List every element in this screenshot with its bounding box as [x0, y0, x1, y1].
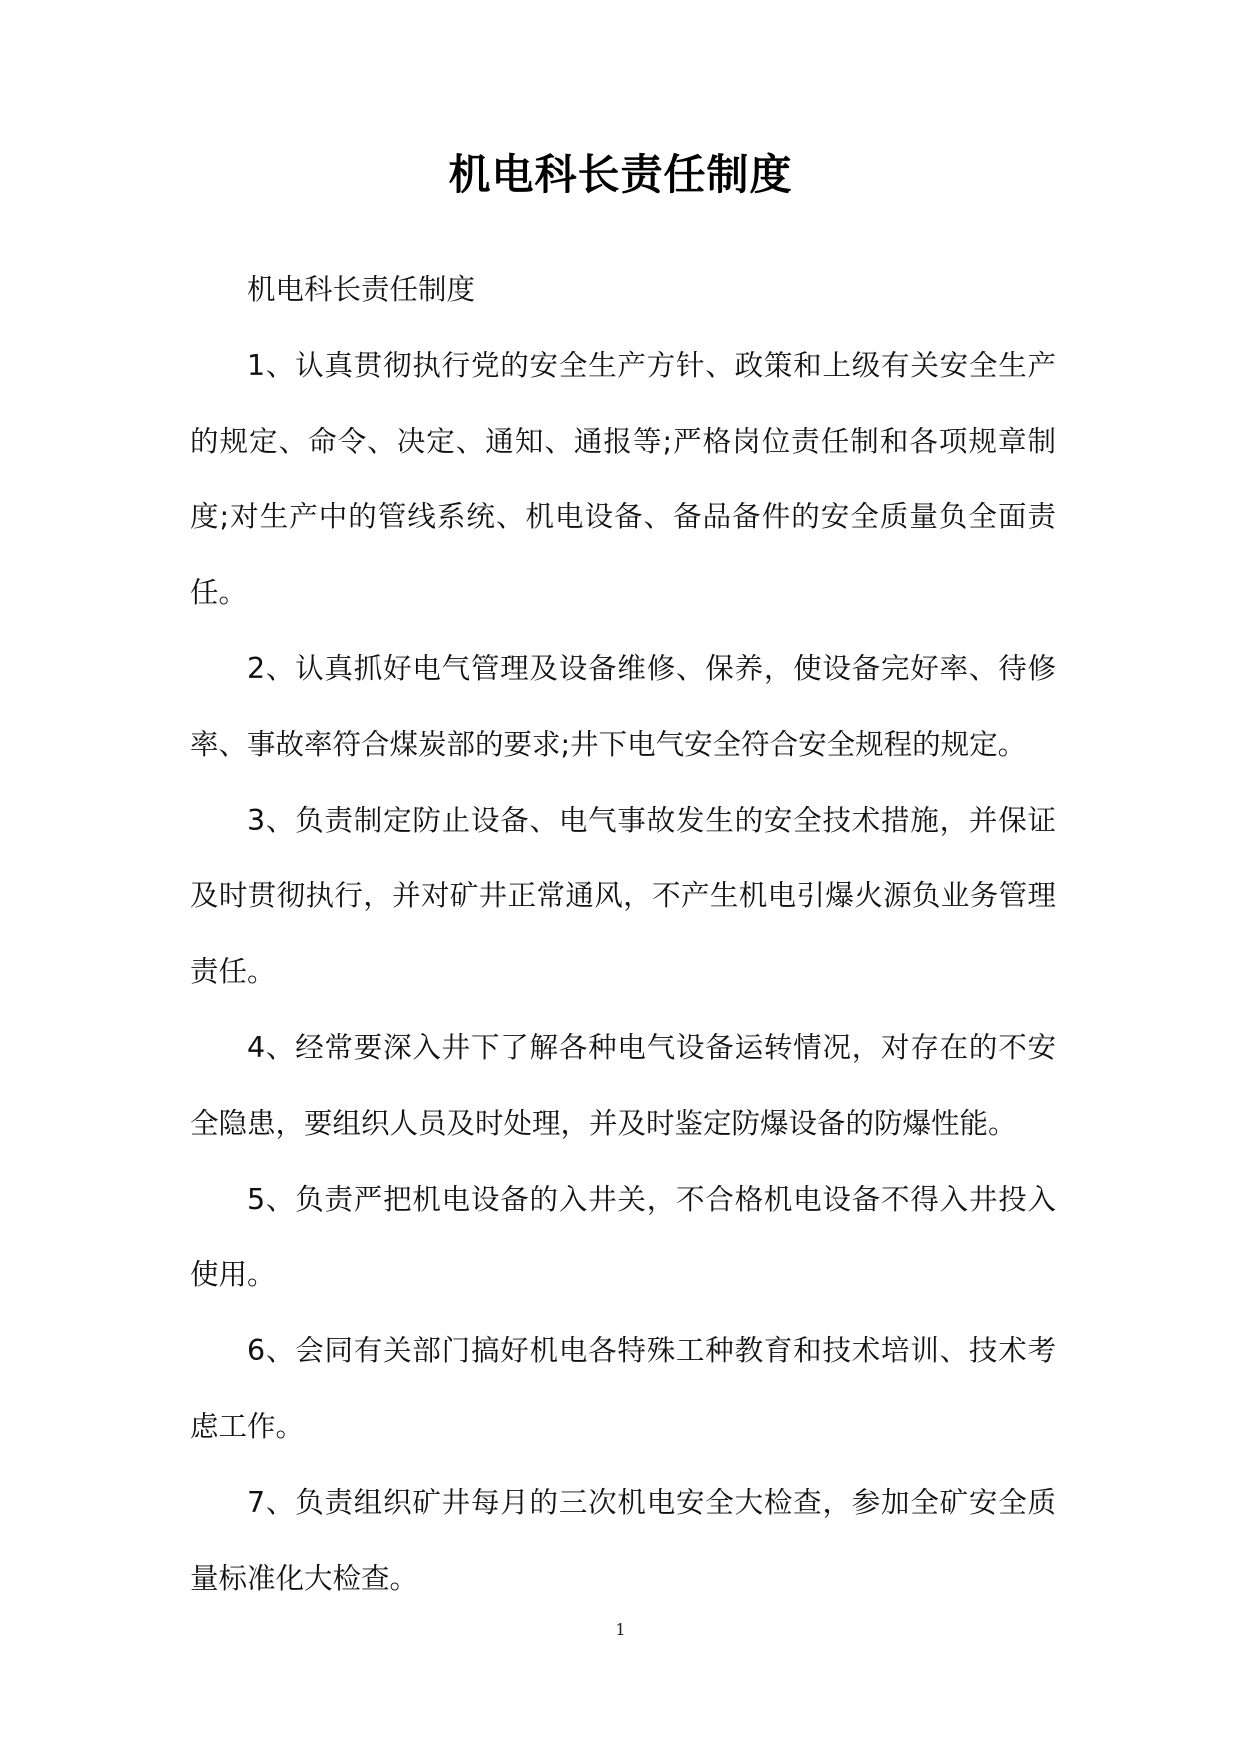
paragraph-item-3: 3、负责制定防止设备、电气事故发生的安全技术措施，并保证及时贯彻执行，并对矿井正常通风，不产生机电引爆火源负业务管理责任。 [190, 803, 1056, 989]
document-body [190, 252, 1056, 1616]
paragraph-item-1: 1、认真贯彻执行党的安全生产方针、政策和上级有关安全生产的规定、命令、决定、通知、通报等;严格岗位责任制和各项规章制度;对生产中的管线系统、机电设备、备品备件的安全质量负全面责任。 [190, 348, 1056, 610]
paragraph-item-7: 7、负责组织矿井每月的三次机电安全大检查，参加全矿安全质量标准化大检查。 [190, 1485, 1056, 1595]
document-title: 机电科长责任制度 [448, 150, 793, 199]
paragraph-item-5: 5、负责严把机电设备的入井关，不合格机电设备不得入井投入使用。 [190, 1182, 1056, 1292]
paragraph-item-6: 6、会同有关部门搞好机电各特殊工种教育和技术培训、技术考虑工作。 [190, 1334, 1056, 1443]
paragraph-item-4: 4、经常要深入井下了解各种电气设备运转情况，对存在的不安全隐患，要组织人员及时处理，并及时鉴定防爆设备的防爆性能。 [190, 1030, 1056, 1140]
paragraph-heading: 机电科长责任制度 [247, 273, 476, 306]
paragraph-item-2: 2、认真抓好电气管理及设备维修、保养，使设备完好率、待修率、事故率符合煤炭部的要求;井下电气安全符合安全规程的规定。 [190, 651, 1056, 761]
page-number: 1 [615, 1620, 626, 1639]
